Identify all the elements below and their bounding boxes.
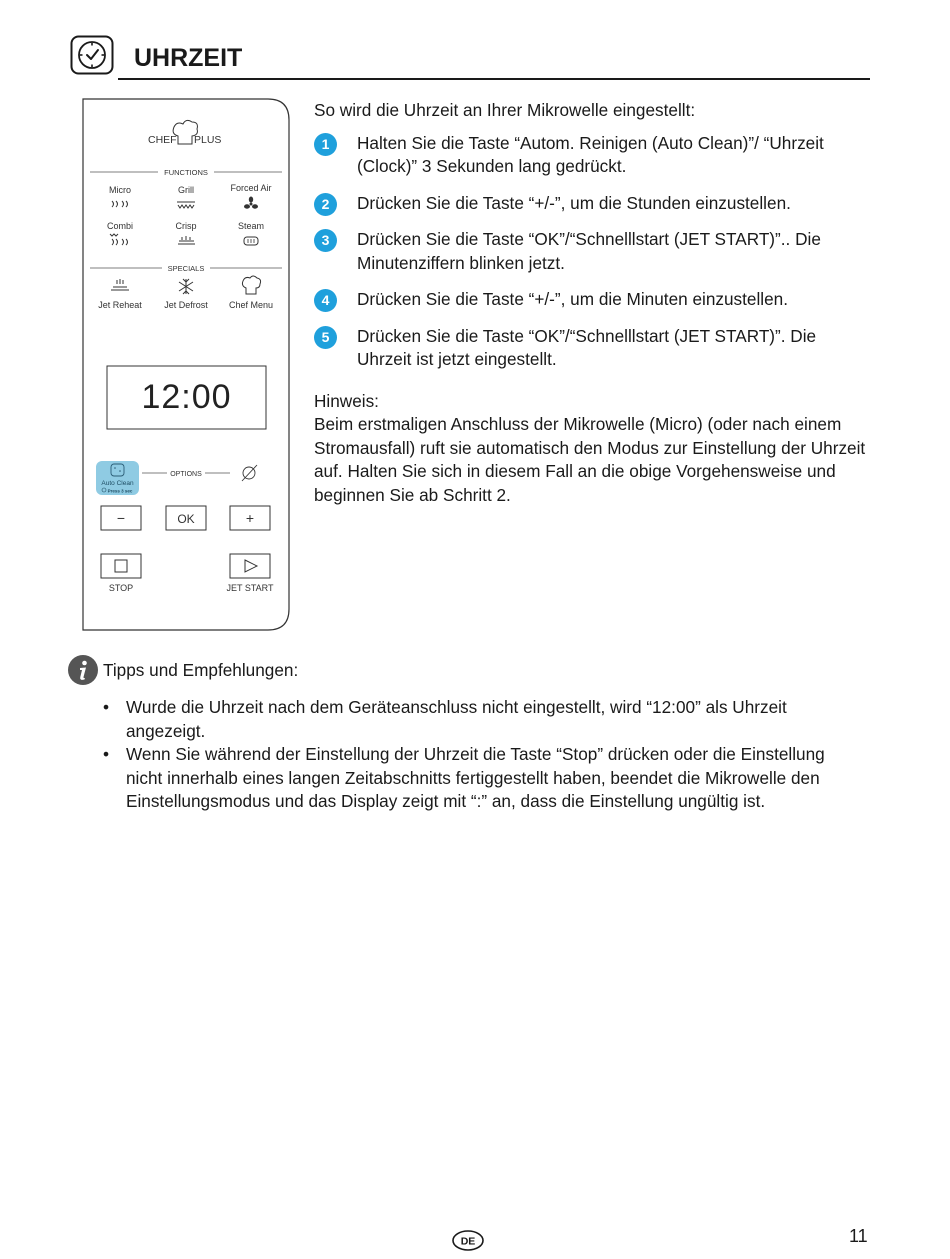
svg-text:Jet Reheat: Jet Reheat: [98, 300, 142, 310]
svg-text:STOP: STOP: [108, 583, 134, 593]
svg-text:DE: DE: [460, 1235, 476, 1248]
ok-button[interactable]: [166, 506, 206, 530]
clock-icon: [70, 35, 114, 75]
svg-text:Crisp: Crisp: [175, 221, 197, 231]
control-panel-illustration: [82, 98, 290, 631]
svg-text:Combi: Combi: [106, 221, 134, 231]
svg-text:Press 3 sec: Press 3 sec: [107, 488, 133, 494]
svg-text:+: +: [245, 510, 255, 526]
step-item: [314, 228, 874, 275]
svg-text:CHEF: CHEF: [148, 134, 177, 146]
options-label: OPTIONS: [170, 471, 202, 478]
functions-label: FUNCTIONS: [164, 168, 208, 177]
svg-text:OK: OK: [177, 512, 195, 526]
jet-start-button[interactable]: [226, 554, 274, 593]
svg-text:Forced Air: Forced Air: [230, 183, 272, 193]
title-underline: [118, 78, 870, 80]
svg-text:PLUS: PLUS: [194, 134, 222, 146]
svg-text:Steam: Steam: [237, 221, 265, 231]
instructions: [314, 99, 874, 507]
note-title: Hinweis:: [314, 390, 379, 411]
step-text: Drücken Sie die Taste “+/-”, um die Minuten einzustellen.: [357, 289, 789, 309]
svg-text:JET START: JET START: [226, 583, 274, 593]
specials-label: SPECIALS: [167, 264, 205, 273]
list-item: • Wenn Sie während der Einstellung der Uhrzeit die Taste “Stop” drücken oder die Einstellung nicht innerhalb eines langen Zeitabschnitts fertiggestellt haben, beendet die Mikrowelle den Einstellungsmodus und das Display zeigt mit “:” an, dass die Einstellung ungültig ist.: [103, 743, 843, 814]
tips-list: [103, 696, 843, 814]
step-number-badge: 4: [314, 289, 337, 312]
step-text: Halten Sie die Taste “Autom. Reinigen (Auto Clean)”/ “Uhrzeit (Clock)” 3 Sekunden lang gedrückt.: [357, 132, 824, 176]
step-text: Drücken Sie die Taste “OK”/“Schnelllstart (JET START)”. Die Uhrzeit ist jetzt eingestellt.: [357, 325, 817, 369]
step-item: [314, 132, 874, 179]
step-text: Drücken Sie die Taste “+/-”, um die Stunden einzustellen.: [357, 192, 791, 213]
svg-text:Jet Defrost: Jet Defrost: [164, 300, 208, 310]
tips-heading: Tipps und Empfehlungen:: [103, 660, 299, 680]
note-block: [314, 390, 874, 508]
intro-text: So wird die Uhrzeit an Ihrer Mikrowelle eingestellt:: [314, 100, 696, 120]
plus-button[interactable]: [230, 506, 270, 530]
step-number-badge: 3: [314, 229, 337, 252]
minus-button[interactable]: [101, 506, 141, 530]
auto-clean-button[interactable]: [96, 461, 139, 495]
step-text: Drücken Sie die Taste “OK”/“Schnelllstart (JET START)”.. Die Minutenziffern blinken jetzt.: [357, 229, 821, 273]
step-number-badge: 2: [314, 193, 337, 216]
page-title: UHRZEIT: [134, 44, 243, 72]
list-item: • Wurde die Uhrzeit nach dem Geräteanschluss nicht eingestellt, wird “12:00” als Uhrzeit angezeigt.: [103, 696, 843, 743]
page-number: 11: [849, 1226, 868, 1246]
svg-text:Grill: Grill: [178, 185, 194, 195]
clock-display: [107, 366, 266, 429]
step-number-badge: 5: [314, 326, 337, 349]
note-text: Beim erstmaligen Anschluss der Mikrowelle (Micro) (oder nach einem Stromausfall) ruft sie automatisch den Modus zur Einstellung der Uhrzeit auf. Halten Sie sich in diesem Fall an die obige Vorgehensweise und beginnen Sie ab Schritt 2.: [314, 414, 866, 505]
step-item: [314, 192, 874, 216]
step-item: [314, 288, 874, 312]
language-badge: [452, 1230, 484, 1251]
info-icon: [68, 655, 98, 685]
step-item: [314, 325, 874, 372]
svg-text:−: −: [116, 510, 126, 526]
svg-text:Auto Clean: Auto Clean: [101, 480, 134, 487]
svg-text:Chef Menu: Chef Menu: [228, 300, 274, 310]
svg-text:Micro: Micro: [109, 185, 131, 195]
svg-text:12:00: 12:00: [141, 378, 232, 416]
step-number-badge: 1: [314, 133, 337, 156]
